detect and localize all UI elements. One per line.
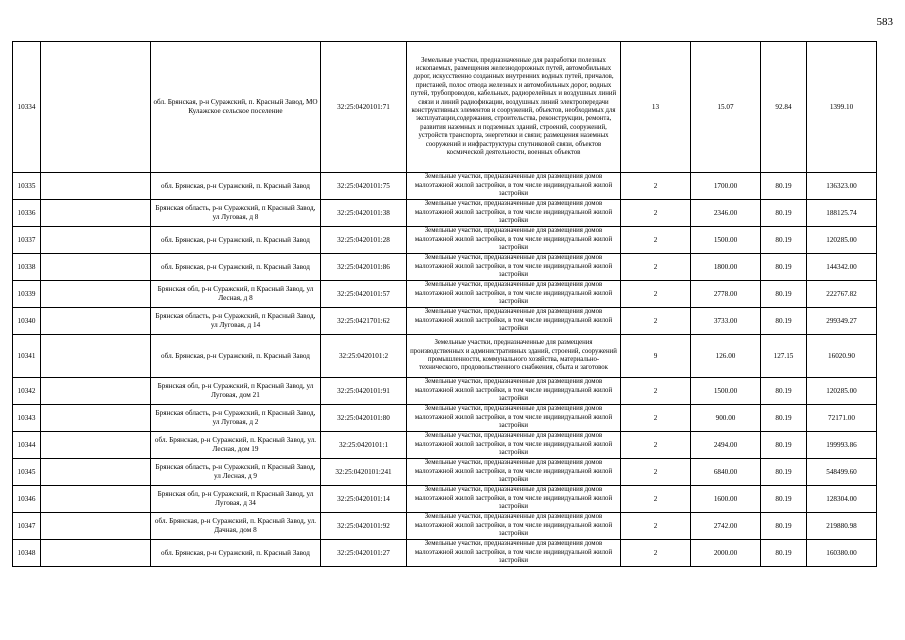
address-cell: Брянская обл, р-н Суражский, п Красный Завод, ул Луговая, дом 21: [151, 378, 321, 405]
use-group-cell: 2: [621, 378, 691, 405]
cadastral-value-cell: 136323.00: [807, 173, 877, 200]
cadastral-number-cell: 32:25:0420101:91: [321, 378, 407, 405]
blank-cell: [41, 378, 151, 405]
address-cell: Брянская область, р-н Суражский, п Красный Завод, ул Луговая, д 2: [151, 405, 321, 432]
use-group-cell: 2: [621, 459, 691, 486]
area-cell: 15.07: [691, 42, 761, 173]
use-group-cell: 2: [621, 308, 691, 335]
address-cell: обл. Брянская, р-н Суражский, п. Красный Завод, ул. Лесная, дом 19: [151, 432, 321, 459]
cadastral-number-cell: 32:25:0421701:62: [321, 308, 407, 335]
land-use-cell: Земельные участки, предназначенные для размещения домов малоэтажной жилой застройки, в том числе индивидуальной жилой застройки: [407, 308, 621, 335]
specific-value-cell: 92.84: [761, 42, 807, 173]
land-use-cell: Земельные участки, предназначенные для разработки полезных ископаемых, размещения железнодорожных путей, автомобильных дорог, искусственно созданных внутренних водных путей, причалов, пристаней, полос отвода железных и автомобильных дорог, водных путей, трубопроводов, кабельных, радиорелейных и воздушных линий связи и линий радиофикации, воздушных линий электропередачи конструктивных элементов и сооружений, объектов, необходимых для эксплуатации,содержания, строительства, реконструкции, ремонта, развития наземных и подземных зданий, строений, сооружений, устройств транспорта, энергетики и связи; размещения наземных сооружений и инфраструктуры спутниковой связи, объектов космической деятельности, военных объектов: [407, 42, 621, 173]
row-number: 10335: [13, 173, 41, 200]
address-cell: обл. Брянская, р-н Суражский, п. Красный Завод: [151, 254, 321, 281]
table-row: [13, 459, 877, 486]
cadastral-value-cell: 188125.74: [807, 200, 877, 227]
table-row: [13, 254, 877, 281]
use-group-cell: 2: [621, 281, 691, 308]
table-row: [13, 308, 877, 335]
row-number: 10340: [13, 308, 41, 335]
address-cell: Брянская область, р-н Суражский, п Красный Завод, ул Лесная, д 9: [151, 459, 321, 486]
blank-cell: [41, 42, 151, 173]
specific-value-cell: 80.19: [761, 281, 807, 308]
specific-value-cell: 80.19: [761, 173, 807, 200]
table-row: [13, 200, 877, 227]
cadastral-value-cell: 128304.00: [807, 486, 877, 513]
area-cell: 1800.00: [691, 254, 761, 281]
specific-value-cell: 127.15: [761, 335, 807, 378]
table-row: [13, 173, 877, 200]
blank-cell: [41, 405, 151, 432]
specific-value-cell: 80.19: [761, 459, 807, 486]
blank-cell: [41, 281, 151, 308]
use-group-cell: 13: [621, 42, 691, 173]
table-row: [13, 227, 877, 254]
row-number: 10346: [13, 486, 41, 513]
address-cell: обл. Брянская, р-н Суражский, п. Красный Завод: [151, 540, 321, 567]
cadastral-number-cell: 32:25:0420101:1: [321, 432, 407, 459]
blank-cell: [41, 513, 151, 540]
cadastral-number-cell: 32:25:0420101:2: [321, 335, 407, 378]
area-cell: 1500.00: [691, 227, 761, 254]
land-use-cell: Земельные участки, предназначенные для размещения домов малоэтажной жилой застройки, в том числе индивидуальной жилой застройки: [407, 254, 621, 281]
land-use-cell: Земельные участки, предназначенные для размещения домов малоэтажной жилой застройки, в том числе индивидуальной жилой застройки: [407, 200, 621, 227]
table-row: [13, 281, 877, 308]
land-use-cell: Земельные участки, предназначенные для размещения домов малоэтажной жилой застройки, в том числе индивидуальной жилой застройки: [407, 281, 621, 308]
use-group-cell: 2: [621, 254, 691, 281]
cadastral-number-cell: 32:25:0420101:14: [321, 486, 407, 513]
address-cell: Брянская обл, р-н Суражский, п Красный Завод, ул Лесная, д 8: [151, 281, 321, 308]
area-cell: 2778.00: [691, 281, 761, 308]
cadastral-number-cell: 32:25:0420101:92: [321, 513, 407, 540]
row-number: 10334: [13, 42, 41, 173]
cadastral-value-cell: 1399.10: [807, 42, 877, 173]
table-row: [13, 486, 877, 513]
table-row: [13, 540, 877, 567]
cadastral-value-cell: 548499.60: [807, 459, 877, 486]
use-group-cell: 2: [621, 513, 691, 540]
area-cell: 2346.00: [691, 200, 761, 227]
cadastral-number-cell: 32:25:0420101:75: [321, 173, 407, 200]
blank-cell: [41, 335, 151, 378]
land-use-cell: Земельные участки, предназначенные для размещения домов малоэтажной жилой застройки, в том числе индивидуальной жилой застройки: [407, 513, 621, 540]
cadastral-value-table: [12, 41, 877, 567]
specific-value-cell: 80.19: [761, 486, 807, 513]
row-number: 10345: [13, 459, 41, 486]
cadastral-number-cell: 32:25:0420101:86: [321, 254, 407, 281]
table-row: [13, 335, 877, 378]
blank-cell: [41, 459, 151, 486]
specific-value-cell: 80.19: [761, 200, 807, 227]
use-group-cell: 2: [621, 405, 691, 432]
address-cell: обл. Брянская, р-н Суражский, п. Красный Завод, МО Кулажское сельское поселение: [151, 42, 321, 173]
row-number: 10338: [13, 254, 41, 281]
area-cell: 2000.00: [691, 540, 761, 567]
area-cell: 1700.00: [691, 173, 761, 200]
cadastral-value-cell: 160380.00: [807, 540, 877, 567]
blank-cell: [41, 432, 151, 459]
use-group-cell: 2: [621, 540, 691, 567]
land-use-cell: Земельные участки, предназначенные для размещения домов малоэтажной жилой застройки, в том числе индивидуальной жилой застройки: [407, 173, 621, 200]
land-use-cell: Земельные участки, предназначенные для размещения домов малоэтажной жилой застройки, в том числе индивидуальной жилой застройки: [407, 540, 621, 567]
area-cell: 3733.00: [691, 308, 761, 335]
land-use-cell: Земельные участки, предназначенные для размещения домов малоэтажной жилой застройки, в том числе индивидуальной жилой застройки: [407, 378, 621, 405]
area-cell: 2494.00: [691, 432, 761, 459]
table-row: [13, 42, 877, 173]
specific-value-cell: 80.19: [761, 432, 807, 459]
table-row: [13, 432, 877, 459]
area-cell: 126.00: [691, 335, 761, 378]
cadastral-value-cell: 16020.90: [807, 335, 877, 378]
address-cell: обл. Брянская, р-н Суражский, п. Красный Завод: [151, 335, 321, 378]
address-cell: Брянская область, р-н Суражский, п Красный Завод, ул Луговая, д 8: [151, 200, 321, 227]
cadastral-value-cell: 299349.27: [807, 308, 877, 335]
blank-cell: [41, 254, 151, 281]
table-row: [13, 513, 877, 540]
row-number: 10337: [13, 227, 41, 254]
area-cell: 1600.00: [691, 486, 761, 513]
blank-cell: [41, 227, 151, 254]
use-group-cell: 9: [621, 335, 691, 378]
cadastral-number-cell: 32:25:0420101:241: [321, 459, 407, 486]
cadastral-number-cell: 32:25:0420101:28: [321, 227, 407, 254]
table-row: [13, 378, 877, 405]
cadastral-value-cell: 144342.00: [807, 254, 877, 281]
land-use-cell: Земельные участки, предназначенные для размещения домов малоэтажной жилой застройки, в том числе индивидуальной жилой застройки: [407, 432, 621, 459]
address-cell: Брянская область, р-н Суражский, п Красный Завод, ул Луговая, д 14: [151, 308, 321, 335]
address-cell: обл. Брянская, р-н Суражский, п. Красный Завод, ул. Дачная, дом 8: [151, 513, 321, 540]
blank-cell: [41, 200, 151, 227]
use-group-cell: 2: [621, 200, 691, 227]
row-number: 10336: [13, 200, 41, 227]
blank-cell: [41, 308, 151, 335]
row-number: 10339: [13, 281, 41, 308]
use-group-cell: 2: [621, 432, 691, 459]
use-group-cell: 2: [621, 227, 691, 254]
cadastral-value-cell: 222767.82: [807, 281, 877, 308]
specific-value-cell: 80.19: [761, 227, 807, 254]
area-cell: 2742.00: [691, 513, 761, 540]
area-cell: 6840.00: [691, 459, 761, 486]
page-number: 583: [876, 16, 893, 28]
cadastral-number-cell: 32:25:0420101:71: [321, 42, 407, 173]
row-number: 10341: [13, 335, 41, 378]
use-group-cell: 2: [621, 173, 691, 200]
specific-value-cell: 80.19: [761, 513, 807, 540]
cadastral-value-cell: 120285.00: [807, 227, 877, 254]
address-cell: обл. Брянская, р-н Суражский, п. Красный Завод: [151, 227, 321, 254]
row-number: 10348: [13, 540, 41, 567]
blank-cell: [41, 486, 151, 513]
specific-value-cell: 80.19: [761, 254, 807, 281]
land-use-cell: Земельные участки, предназначенные для размещения домов малоэтажной жилой застройки, в том числе индивидуальной жилой застройки: [407, 405, 621, 432]
cadastral-number-cell: 32:25:0420101:38: [321, 200, 407, 227]
area-cell: 900.00: [691, 405, 761, 432]
specific-value-cell: 80.19: [761, 540, 807, 567]
specific-value-cell: 80.19: [761, 378, 807, 405]
cadastral-value-cell: 120285.00: [807, 378, 877, 405]
land-use-cell: Земельные участки, предназначенные для размещения домов малоэтажной жилой застройки, в том числе индивидуальной жилой застройки: [407, 227, 621, 254]
blank-cell: [41, 173, 151, 200]
land-use-cell: Земельные участки, предназначенные для размещения производственных и административных зданий, строений, сооружений промышленности, коммунального хозяйства, материально-технического, продовольственного снабжения, сбыта и заготовок: [407, 335, 621, 378]
blank-cell: [41, 540, 151, 567]
cadastral-number-cell: 32:25:0420101:27: [321, 540, 407, 567]
cadastral-value-cell: 199993.86: [807, 432, 877, 459]
specific-value-cell: 80.19: [761, 405, 807, 432]
land-use-cell: Земельные участки, предназначенные для размещения домов малоэтажной жилой застройки, в том числе индивидуальной жилой застройки: [407, 459, 621, 486]
cadastral-value-cell: 219880.98: [807, 513, 877, 540]
cadastral-value-cell: 72171.00: [807, 405, 877, 432]
row-number: 10347: [13, 513, 41, 540]
table-row: [13, 405, 877, 432]
use-group-cell: 2: [621, 486, 691, 513]
cadastral-number-cell: 32:25:0420101:80: [321, 405, 407, 432]
address-cell: обл. Брянская, р-н Суражский, п. Красный Завод: [151, 173, 321, 200]
cadastral-number-cell: 32:25:0420101:57: [321, 281, 407, 308]
land-use-cell: Земельные участки, предназначенные для размещения домов малоэтажной жилой застройки, в том числе индивидуальной жилой застройки: [407, 486, 621, 513]
address-cell: Брянская обл, р-н Суражский, п Красный Завод, ул Луговая, д 34: [151, 486, 321, 513]
row-number: 10344: [13, 432, 41, 459]
row-number: 10342: [13, 378, 41, 405]
row-number: 10343: [13, 405, 41, 432]
specific-value-cell: 80.19: [761, 308, 807, 335]
area-cell: 1500.00: [691, 378, 761, 405]
